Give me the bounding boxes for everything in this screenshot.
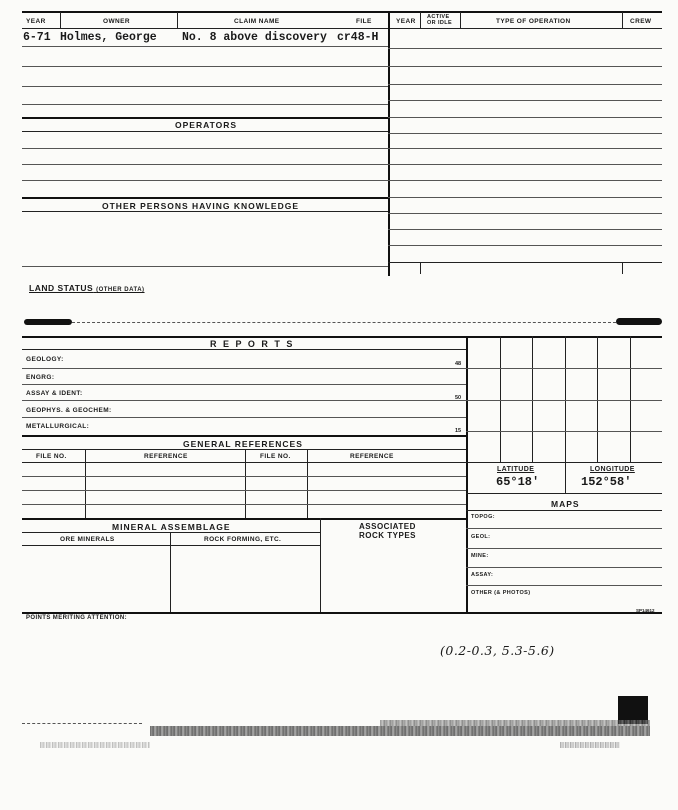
- ref-col-reference-1: REFERENCE: [144, 453, 188, 460]
- ref-divider: [85, 449, 86, 518]
- entry-file: cr48-H: [337, 31, 379, 44]
- scan-noise-band: [150, 726, 650, 736]
- report-assay: ASSAY & IDENT:: [26, 390, 83, 397]
- operation-line: [388, 100, 662, 101]
- report-engrg: ENGRG:: [26, 374, 55, 381]
- entry-owner: Holmes, George: [60, 31, 157, 44]
- latlong-divider: [565, 462, 566, 493]
- entry-claim-name: No. 8 above discovery: [182, 31, 327, 44]
- scan-noise-dots: [40, 742, 150, 748]
- other-persons-rule: [22, 197, 388, 199]
- owner-line: [22, 86, 388, 87]
- maps-geol: GEOL:: [471, 534, 491, 540]
- operation-line: [388, 229, 662, 230]
- general-references-rule: [22, 435, 466, 437]
- marker-blob: [24, 319, 72, 325]
- owner-line: [22, 104, 388, 105]
- col-divider: [420, 12, 421, 28]
- operation-line: [388, 245, 662, 246]
- land-status-label: [29, 283, 145, 293]
- operation-line: [388, 66, 662, 67]
- reports-top-rule: [22, 336, 662, 338]
- mineral-assemblage-heading: MINERAL ASSEMBLAGE: [112, 522, 231, 532]
- right-grid-col: [630, 336, 631, 462]
- header-owner: OWNER: [103, 18, 130, 25]
- header-crew: CREW: [630, 18, 652, 25]
- col-divider: [177, 12, 178, 28]
- right-grid-col: [597, 336, 598, 462]
- col-divider: [60, 12, 61, 28]
- right-grid-row: [466, 431, 662, 432]
- maps-rule: [466, 510, 662, 511]
- report-line: [22, 400, 466, 401]
- associated-heading: ASSOCIATED: [359, 522, 416, 531]
- operation-line: [388, 117, 662, 118]
- ref-line: [22, 490, 466, 491]
- right-grid-row: [466, 462, 662, 463]
- scan-noise-dots: [560, 742, 620, 748]
- right-grid-col: [532, 336, 533, 462]
- top-border: [22, 11, 662, 13]
- report-number: 15: [455, 428, 462, 434]
- header-year: YEAR: [26, 18, 46, 25]
- other-persons-rule-2: [22, 211, 388, 212]
- header-year-2: YEAR: [396, 18, 416, 25]
- references-header-rule: [22, 462, 466, 463]
- report-geology: GEOLOGY:: [26, 356, 64, 363]
- operation-line: [388, 197, 662, 198]
- operation-tick: [420, 262, 421, 274]
- report-metallurgical: METALLURGICAL:: [26, 423, 90, 430]
- ref-line: [22, 476, 466, 477]
- operators-heading: OPERATORS: [175, 120, 238, 130]
- col-divider-main: [388, 12, 390, 276]
- header-underline: [22, 28, 662, 29]
- report-number: 50: [455, 395, 462, 401]
- operators-line: [22, 148, 388, 149]
- maps-line: [466, 548, 662, 549]
- operation-line: [388, 148, 662, 149]
- right-grid-col: [565, 336, 566, 462]
- header-or-idle: OR IDLE: [427, 20, 453, 26]
- operation-line: [388, 133, 662, 134]
- operation-line: [388, 213, 662, 214]
- ref-col-file-no-2: FILE NO.: [260, 453, 291, 460]
- operation-line: [388, 262, 662, 263]
- other-persons-line: [22, 266, 388, 267]
- longitude-label: LONGITUDE: [590, 466, 635, 473]
- latitude-label: LATITUDE: [497, 466, 535, 473]
- maps-assay: ASSAY:: [471, 572, 494, 578]
- ref-line: [22, 504, 466, 505]
- land-status-subtitle: (OTHER DATA): [96, 287, 145, 293]
- ore-minerals-label: ORE MINERALS: [60, 536, 115, 543]
- maps-heading: MAPS: [551, 499, 580, 509]
- entry-year: 6-71: [23, 31, 51, 44]
- mineral-sub-rule: [22, 532, 320, 533]
- handwritten-note: (0.2-0.3, 5.3-5.6): [440, 643, 555, 658]
- owner-line: [22, 66, 388, 67]
- operation-line: [388, 48, 662, 49]
- references-rule: [22, 449, 466, 450]
- maps-line: [466, 567, 662, 568]
- mineral-rule: [22, 518, 466, 520]
- maps-topog: TOPOG:: [471, 514, 495, 520]
- report-line: [22, 417, 466, 418]
- ref-divider: [245, 449, 246, 518]
- report-line: [22, 368, 466, 369]
- marker-blob: [616, 318, 662, 325]
- owner-line: [22, 46, 388, 47]
- form-bottom-rule: [22, 612, 662, 614]
- maps-other: OTHER (& PHOTOS): [471, 590, 531, 596]
- mineral-divider: [320, 518, 321, 612]
- operators-rule: [22, 117, 388, 119]
- form-number: SP14612: [636, 608, 655, 613]
- right-grid-row: [466, 368, 662, 369]
- header-file: FILE: [356, 18, 372, 25]
- operators-line: [22, 164, 388, 165]
- ref-col-reference-2: REFERENCE: [350, 453, 394, 460]
- operation-line: [388, 164, 662, 165]
- maps-top-rule: [466, 493, 662, 494]
- operation-tick: [622, 262, 623, 274]
- land-status-line: [72, 322, 616, 323]
- scan-noise-line: [22, 723, 142, 724]
- points-meriting-label: POINTS MERITING ATTENTION:: [26, 615, 128, 621]
- header-type-of-operation: TYPE OF OPERATION: [496, 18, 571, 25]
- rock-types-heading: ROCK TYPES: [359, 531, 417, 540]
- report-geophys: GEOPHYS. & GEOCHEM:: [26, 407, 112, 414]
- col-divider: [622, 12, 623, 28]
- operation-line: [388, 84, 662, 85]
- col-divider: [460, 12, 461, 28]
- mineral-header-rule: [22, 545, 320, 546]
- right-grid-col: [500, 336, 501, 462]
- land-status-title: LAND STATUS: [29, 283, 94, 293]
- maps-line: [466, 528, 662, 529]
- reports-right-divider: [466, 336, 468, 612]
- operators-rule-2: [22, 131, 388, 132]
- longitude-value: 152°58': [581, 475, 632, 489]
- other-persons-heading: OTHER PERSONS HAVING KNOWLEDGE: [102, 201, 300, 211]
- report-line: [22, 384, 466, 385]
- scan-noise-band: [380, 720, 650, 726]
- right-grid-row: [466, 400, 662, 401]
- report-number: 48: [455, 361, 462, 367]
- rock-forming-label: ROCK FORMING, ETC.: [204, 536, 282, 543]
- header-claim-name: CLAIM NAME: [234, 18, 280, 25]
- ref-divider: [307, 449, 308, 518]
- maps-line: [466, 585, 662, 586]
- reports-rule: [22, 349, 466, 350]
- operators-line: [22, 180, 388, 181]
- reports-heading: R E P O R T S: [210, 339, 295, 349]
- mineral-divider: [170, 532, 171, 612]
- latitude-value: 65°18': [496, 475, 540, 489]
- maps-mine: MINE:: [471, 553, 489, 559]
- header-active: ACTIVE: [427, 14, 450, 20]
- operation-line: [388, 180, 662, 181]
- general-references-heading: GENERAL REFERENCES: [183, 439, 303, 449]
- ref-col-file-no-1: FILE NO.: [36, 453, 67, 460]
